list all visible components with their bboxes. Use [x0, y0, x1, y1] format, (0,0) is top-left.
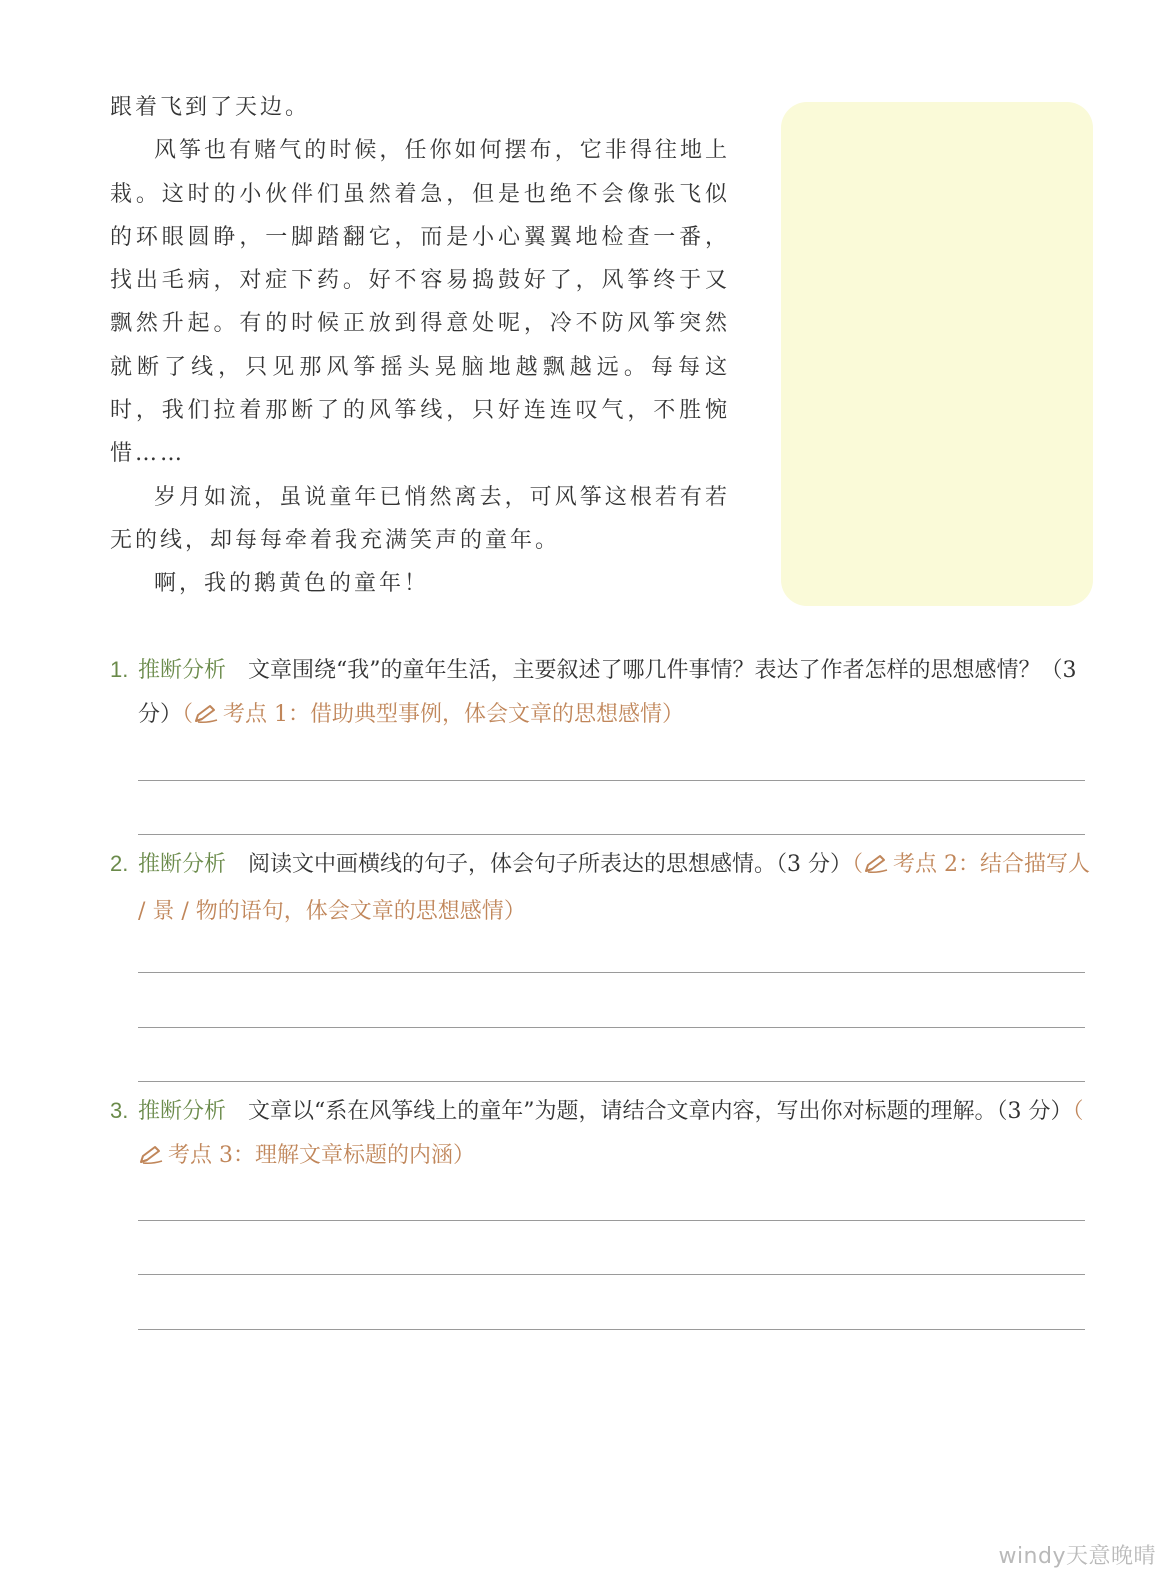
question-3 — [110, 1089, 1092, 1181]
question-number: 2. — [110, 851, 129, 876]
passage-paragraph: 啊，我的鹅黄色的童年！ — [154, 571, 430, 597]
question-type-tag: 推断分析 — [138, 1098, 227, 1123]
pencil-icon — [863, 846, 889, 890]
exam-point-text: 考点 3：理解文章标题的内涵 — [168, 1143, 453, 1168]
answer-line[interactable] — [138, 1274, 1085, 1275]
pencil-icon — [138, 1137, 164, 1181]
watermark: windy天意晚晴 — [998, 1544, 1156, 1569]
passage-paragraph: 岁月如流，虽说童年已悄然离去，可风筝这根若有若无的线，却每每牵着我充满笑声的童年。 — [110, 484, 730, 553]
answer-line[interactable] — [138, 834, 1085, 835]
question-1 — [110, 648, 1092, 740]
question-type-tag: 推断分析 — [138, 657, 227, 682]
question-type-tag: 推断分析 — [138, 851, 227, 876]
question-2 — [110, 842, 1092, 934]
answer-line[interactable] — [138, 1081, 1085, 1082]
question-text: 文章以“系在风筝线上的童年”为题，请结合文章内容，写出你对标题的理解。（3 分） — [248, 1099, 1073, 1124]
exam-point-note: （ 考点 2：结合描写人 / 景 / 物的语句，体会文章的思想感情） — [138, 852, 1090, 924]
exam-point-note: （ 考点 1：借助典型事例，体会文章的思想感情） — [182, 702, 684, 727]
passage-paragraph: 风筝也有赌气的时候，任你如何摆布，它非得往地上栽。这时的小伙伴们虽然着急，但是也绝不会像张飞似的环眼圆睁，一脚踏翻它，而是小心翼翼地检查一番，找出毛病，对症下药。好不容易捣鼓好了，风筝终于又飘然升起。有的时候正放到得意处呢，冷不防风筝突然就断了线，只见那风筝摇头晃脑地越飘越远。每每这时，我们拉着那断了的风筝线，只好连连叹气，不胜惋惜…… — [110, 138, 730, 467]
exam-point-note: （考点 3：理解文章标题的内涵） — [138, 1099, 1084, 1168]
exam-point-text: 考点 2：结合描写人 / 景 / 物的语句，体会文章的思想感情 — [138, 852, 1091, 924]
answer-line[interactable] — [138, 780, 1085, 781]
reading-passage — [110, 86, 730, 606]
pencil-icon — [193, 696, 219, 740]
exam-point-text: 考点 1：借助典型事例，体会文章的思想感情 — [223, 702, 663, 727]
answer-line[interactable] — [138, 1027, 1085, 1028]
question-number: 3. — [110, 1098, 129, 1123]
illustration-panel — [781, 102, 1093, 606]
answer-line[interactable] — [138, 1220, 1085, 1221]
question-text: 阅读文中画横线的句子，体会句子所表达的思想感情。（3 分） — [248, 852, 853, 877]
passage-paragraph: 跟着飞到了天边。 — [110, 95, 311, 120]
answer-line[interactable] — [138, 1329, 1085, 1330]
question-number: 1. — [110, 657, 129, 682]
answer-line[interactable] — [138, 972, 1085, 973]
question-text: 文章围绕“我”的童年生活，主要叙述了哪几件事情？表达了作者怎样的思想感情？（3 分） — [138, 658, 1077, 727]
